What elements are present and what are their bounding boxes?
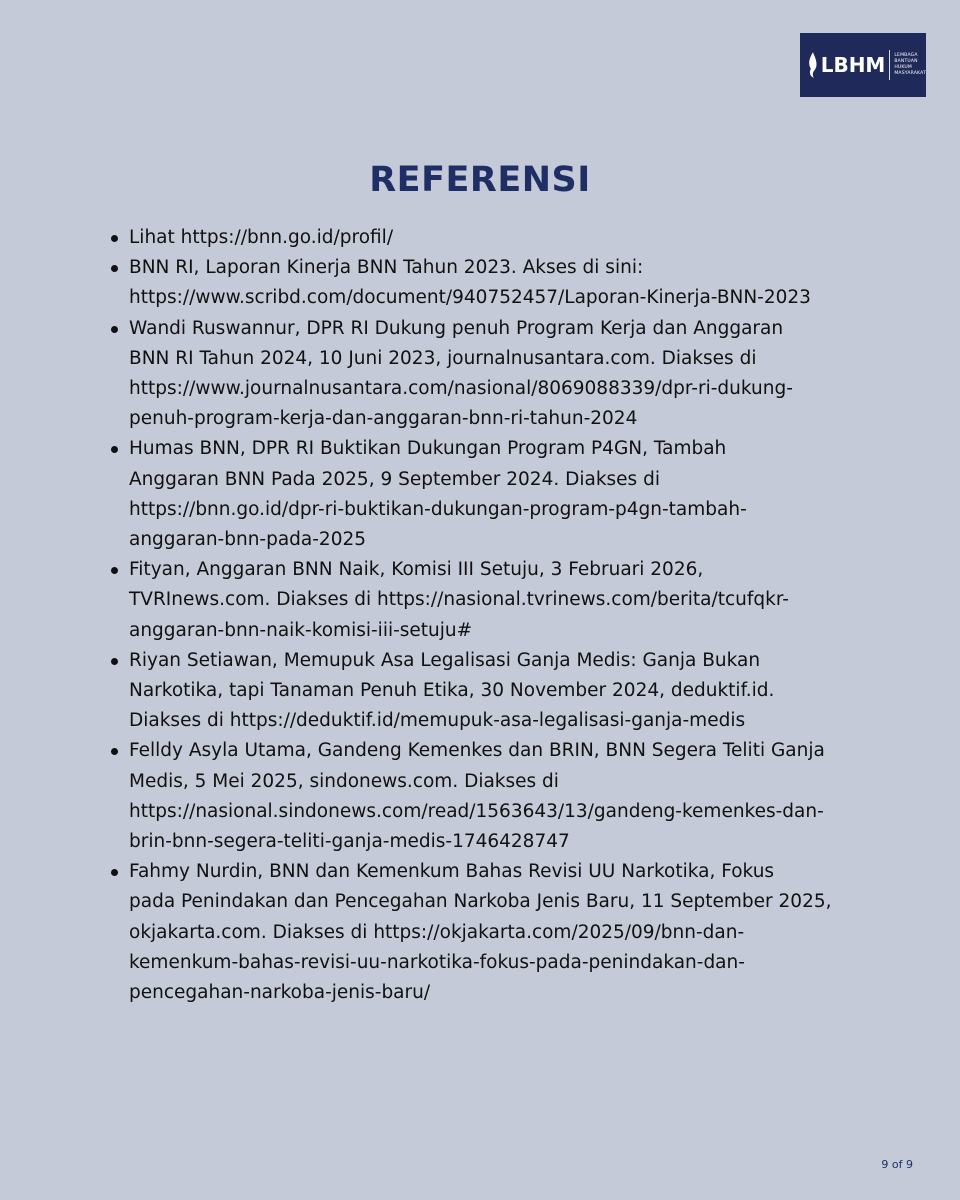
logo-wordmark: LBHM xyxy=(820,53,886,77)
reference-text-line: penuh-program-kerja-dan-anggaran-bnn-ri-tahun-2024 xyxy=(129,408,638,430)
bullet-icon xyxy=(111,235,118,242)
reference-text-line: Anggaran BNN Pada 2025, 9 September 2024. Diakses di xyxy=(129,468,660,490)
reference-item xyxy=(108,253,868,313)
page-title: REFERENSI xyxy=(369,160,591,200)
reference-item xyxy=(108,736,868,857)
reference-text-line: Wandi Ruswannur, DPR RI Dukung penuh Program Kerja dan Anggaran xyxy=(129,317,784,339)
lbhm-logo xyxy=(800,33,926,97)
bullet-icon xyxy=(111,446,118,453)
reference-text-line: okjakarta.com. Diakses di https://okjakarta.com/2025/09/bnn-dan- xyxy=(129,921,745,943)
reference-text-line: https://www.scribd.com/document/940752457/Laporan-Kinerja-BNN-2023 xyxy=(129,287,811,309)
reference-text-line: Diakses di https://deduktif.id/memupuk-asa-legalisasi-ganja-medis xyxy=(129,710,746,732)
reference-text-line: Riyan Setiawan, Memupuk Asa Legalisasi Ganja Medis: Ganja Bukan xyxy=(129,649,761,671)
reference-text-line: pencegahan-narkoba-jenis-baru/ xyxy=(129,982,431,1004)
reference-item xyxy=(108,223,868,253)
logo-divider xyxy=(889,50,890,80)
reference-text-line: Humas BNN, DPR RI Buktikan Dukungan Program P4GN, Tambah xyxy=(129,438,727,460)
reference-text-line: Felldy Asyla Utama, Gandeng Kemenkes dan BRIN, BNN Segera Teliti Ganja xyxy=(129,740,825,762)
bullet-icon xyxy=(111,265,118,272)
reference-text-line: Medis, 5 Mei 2025, sindonews.com. Diakses di xyxy=(129,770,559,792)
reference-item xyxy=(108,434,868,555)
bullet-icon xyxy=(111,869,118,876)
flame-icon xyxy=(806,50,820,80)
reference-text-line: https://nasional.sindonews.com/read/1563643/13/gandeng-kemenkes-dan- xyxy=(129,800,824,822)
reference-item xyxy=(108,555,868,646)
reference-text-line: Fityan, Anggaran BNN Naik, Komisi III Setuju, 3 Februari 2026, xyxy=(129,559,704,581)
reference-text-line: Fahmy Nurdin, BNN dan Kemenkum Bahas Revisi UU Narkotika, Fokus xyxy=(129,861,775,883)
reference-item xyxy=(108,314,868,435)
reference-item xyxy=(108,857,868,1008)
reference-text-line: BNN RI, Laporan Kinerja BNN Tahun 2023. Akses di sini: xyxy=(129,257,644,279)
logo-subtitle-line: MASYARAKAT xyxy=(894,71,926,76)
reference-text-line: anggaran-bnn-pada-2025 xyxy=(129,529,367,551)
reference-text-line: https://www.journalnusantara.com/nasional/8069088339/dpr-ri-dukung- xyxy=(129,378,793,400)
bullet-icon xyxy=(111,567,118,574)
bullet-icon xyxy=(111,658,118,665)
bullet-icon xyxy=(111,326,118,333)
reference-text-line: anggaran-bnn-naik-komisi-iii-setuju# xyxy=(129,619,473,641)
reference-text-line: pada Penindakan dan Pencegahan Narkoba Jenis Baru, 11 September 2025, xyxy=(129,891,832,913)
bullet-icon xyxy=(111,748,118,755)
logo-subtitle-line: HUKUM xyxy=(894,65,913,70)
reference-text-line: Lihat https://bnn.go.id/profil/ xyxy=(129,227,394,248)
logo-subtitle-line: LEMBAGA xyxy=(894,53,918,58)
reference-item xyxy=(108,646,868,737)
logo-subtitle-line: BANTUAN xyxy=(894,59,918,64)
logo-subtitle xyxy=(894,53,926,77)
reference-list xyxy=(108,223,868,1008)
reference-text-line: TVRInews.com. Diakses di https://nasional.tvrinews.com/berita/tcufqkr- xyxy=(129,589,789,611)
reference-text-line: Narkotika, tapi Tanaman Penuh Etika, 30 November 2024, deduktif.id. xyxy=(129,680,775,702)
reference-text-line: kemenkum-bahas-revisi-uu-narkotika-fokus-pada-penindakan-dan- xyxy=(129,951,745,973)
reference-text-line: brin-bnn-segera-teliti-ganja-medis-1746428747 xyxy=(129,831,570,853)
page-number: 9 of 9 xyxy=(881,1158,913,1171)
reference-text-line: https://bnn.go.id/dpr-ri-buktikan-dukungan-program-p4gn-tambah- xyxy=(129,498,747,520)
reference-text-line: BNN RI Tahun 2024, 10 Juni 2023, journalnusantara.com. Diakses di xyxy=(129,347,757,369)
